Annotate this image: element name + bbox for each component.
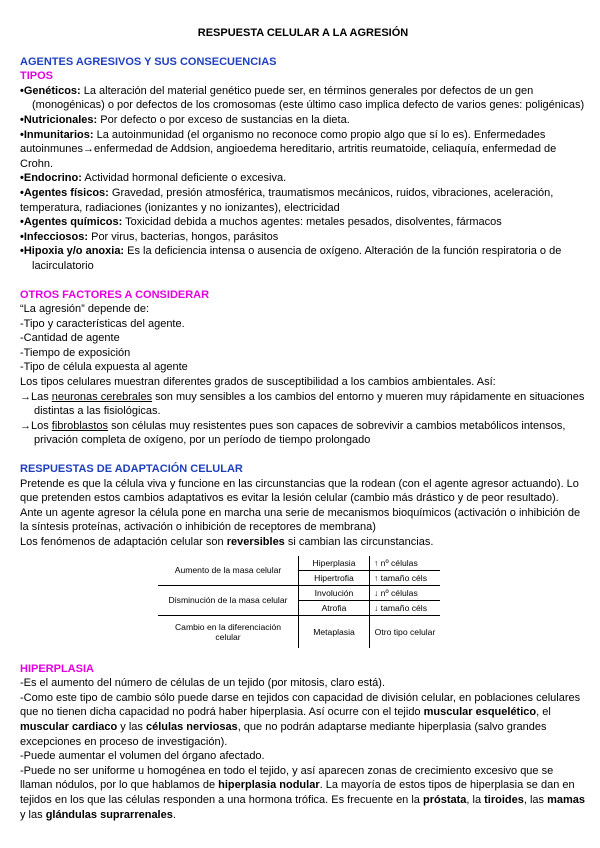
- table-cell-type: Hiperplasia: [299, 556, 370, 571]
- text-line: -Tipo de célula expuesta al agente: [20, 361, 188, 374]
- section-heading-agentes: AGENTES AGRESIVOS Y SUS CONSECUENCIAS: [20, 55, 277, 68]
- list-item: •Genéticos: La alteración del material genético puede ser, en términos generales por defectos de un gen (monogénicas) o por defectos de los cromosomas (este último caso implica defecto de varios genes: poligénicas): [20, 84, 585, 112]
- text-line: -Puede aumentar el volumen del órgano afectado.: [20, 750, 265, 763]
- section-adaptacion: [20, 462, 586, 648]
- table-cell-effect: ↑ tamaño céls: [370, 570, 441, 585]
- document-page: [20, 26, 586, 822]
- text-line: -Es el aumento del número de células de un tejido (por mitosis, claro está).: [20, 677, 386, 690]
- document-title: RESPUESTA CELULAR A LA AGRESIÓN: [197, 27, 409, 39]
- section-hiperplasia: [20, 662, 586, 823]
- section-otros-factores: [20, 288, 586, 449]
- list-item: •Agentes físicos: Gravedad, presión atmosférica, traumatismos mecánicos, ruidos, vibraciones, aceleración, temperatura, radiaciones (ionizantes y no ionizantes), electricidad: [20, 186, 554, 214]
- subheading-tipos: TIPOS: [20, 70, 54, 83]
- table-cell-effect: ↓ nº células: [370, 585, 441, 600]
- arrow-item-neuronas: →Las neuronas cerebrales son muy sensibles a los cambios del entorno y mueren muy rápidamente en situaciones distintas a las fisiológicas.: [20, 390, 585, 418]
- text-line: -Tipo y características del agente.: [20, 317, 185, 330]
- paragraph: -Como este tipo de cambio sólo puede darse en tejidos con capacidad de división celular, en poblaciones celulares que no tienen dicha capacidad no podrá haber hiperplasia. Así ocurre con el tejido muscular esquelético, el muscular cardiaco y las células nerviosas, que no podrán adaptarse mediante hiperplasia (salvo grandes excepciones en proceso de investigación).: [20, 691, 581, 748]
- table-cell-type: Metaplasia: [299, 615, 370, 648]
- table-cell-type: Involución: [299, 585, 370, 600]
- list-item: •Agentes químicos: Toxicidad debida a muchos agentes: metales pesados, disolventes, fármacos: [20, 216, 502, 229]
- list-item: •Infecciosos: Por virus, bacterias, hongos, parásitos: [20, 230, 279, 243]
- text-line: “La agresión” depende de:: [20, 303, 150, 316]
- table-cell-effect: ↑ nº células: [370, 556, 441, 571]
- paragraph: -Puede no ser uniforme u homogénea en todo el tejido, y así aparecen zonas de crecimiento excesivo que se llaman nódulos, por lo que hablamos de hiperplasia nodular. La mayoría de estos tipos de hiperplasia se dan en tejidos en los que las células responden a una hormona trófica. Es frecuente en la próstata, la tiroides, las mamas y las glándulas suprarrenales.: [20, 764, 586, 821]
- table-cell-type: Hipertrofia: [299, 570, 370, 585]
- section-heading-adaptacion: RESPUESTAS DE ADAPTACIÓN CELULAR: [20, 463, 243, 476]
- list-item: •Inmunitarios: La autoinmunidad (el organismo no reconoce como propio algo que sí lo es). Enfermedades autoinmunes→enfermedad de Addsion, angioedema hereditario, artritis reumatoide, celiaquía, enfermedad de Crohn.: [20, 128, 557, 170]
- list-item: •Endocrino: Actividad hormonal deficiente o excesiva.: [20, 172, 287, 185]
- table-cell-effect: Otro tipo celular: [374, 626, 436, 637]
- paragraph: Ante un agente agresor la célula pone en marcha una serie de mecanismos bioquímicos (activación o inhibición de la síntesis proteínas, activación o inhibición de receptores de membrana): [20, 506, 581, 534]
- text-line: -Cantidad de agente: [20, 332, 120, 345]
- table-cell-type: Atrofia: [299, 600, 370, 615]
- arrow-item-fibroblastos: →Los fibroblastos son células muy resistentes pues son capaces de sobrevivir a cambios metabólicos intensos, privación completa de oxígeno, por un período de tiempo prolongado: [20, 419, 566, 447]
- list-item: •Nutricionales: Por defecto o por exceso de sustancias en la dieta.: [20, 113, 350, 126]
- section-heading-otros-factores: OTROS FACTORES A CONSIDERAR: [20, 288, 210, 301]
- section-agentes: [20, 55, 586, 274]
- table-cell-category: Cambio en la diferenciación celular: [174, 621, 282, 642]
- paragraph: Los fenómenos de adaptación celular son reversibles si cambian las circunstancias.: [20, 536, 434, 548]
- text-line: Los tipos celulares muestran diferentes grados de susceptibilidad a los cambios ambientales. Así:: [20, 376, 496, 389]
- text-line: -Tiempo de exposición: [20, 346, 131, 359]
- table-cell-effect: ↓ tamaño céls: [370, 600, 441, 615]
- adaptation-table: [158, 556, 586, 648]
- paragraph: Pretende es que la célula viva y funcione en las circunstancias que la rodean (con el agente agresor actuando). Lo que pretenden estos cambios adaptativos es evitar la lesión celular (cambio más drástico y de peor resultado).: [20, 477, 579, 505]
- table-cell-category: Aumento de la masa celular: [158, 556, 299, 586]
- list-item: •Hipoxia y/o anoxia: Es la deficiencia intensa o ausencia de oxígeno. Alteración de la función respiratoria o de lacirculatorio: [20, 245, 562, 272]
- table-cell-category: Disminución de la masa celular: [158, 585, 299, 615]
- section-heading-hiperplasia: HIPERPLASIA: [20, 662, 94, 675]
